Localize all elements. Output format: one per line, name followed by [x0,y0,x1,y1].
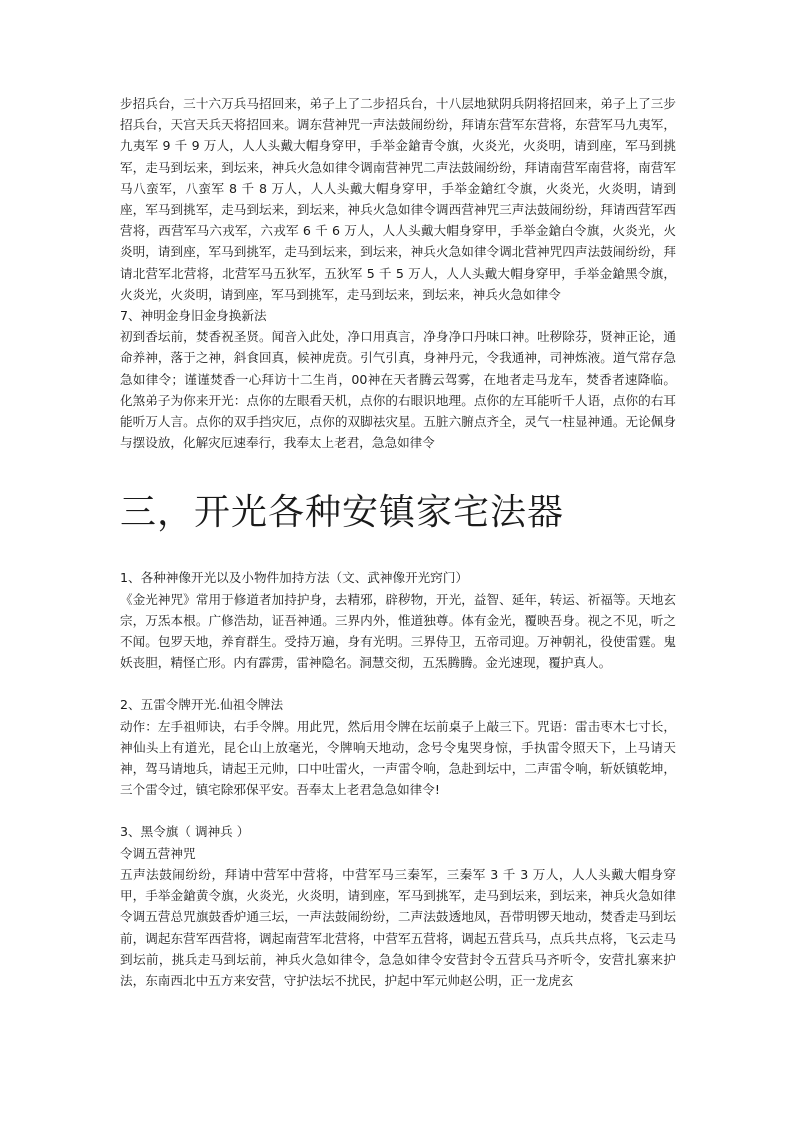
spacer [120,800,676,821]
body-paragraph: 动作：左手祖师诀，右手令牌。用此咒，然后用令牌在坛前桌子上敲三下。咒语：雷击枣木七寸长，神仙头上有道光，昆仑山上放毫光，令牌响天地动，念号令鬼哭身惊，手执雷令照天下，上马请天神，驾马请地兵，请起王元帅，口中吐雷火，一声雷令响，急赴到坛中，二声雷令响，斩妖镇乾坤，三个雷令过，镇宅除邪保平安。吾奉太上老君急急如律令! [120,718,676,798]
body-paragraph: 初到香坛前，焚香祝圣贤。闻音入此处，净口用真言，净身净口丹味口神。吐秽除芬，贤神正论，通命养神，落于之神，斜食回真，候神虎贲。引气引真，身神丹元，令我通神，司神炼液。道气常存急急如律令；谨谨焚香一心拜访十二生肖，00神在天者腾云驾雾，在地者走马龙车，焚香者速降临。化煞弟子为你来开光：点你的左眼看天机，点你的右眼识地理。点你的左耳能听千人语，点你的右耳能听万人言。点你的双手挡灾厄，点你的双脚祛灾星。五脏六腑点齐全，灵气一柱显神通。无论佩身与摆设放，化解灾厄速奉行，我奉太上老君，急急如律令 [120,329,676,451]
item-7-title: 7、神明金身旧金身换新法 [120,308,267,324]
body-paragraph: 步招兵台，三十六万兵马招回来，弟子上了二步招兵台，十八层地狱阴兵阴将招回来，弟子上了三步招兵台，天宫天兵天将招回来。调东营神咒一声法鼓闹纷纷，拜请东营军东营将，东营军马九夷军，九夷军 9 千 9 万人，人人头戴大帽身穿甲，手举金鎗青令旗，火炎光，火炎明，请到座，军马到挑军，走马到坛来，到坛来，神兵火急如律令调南营神咒二声法鼓闹纷纷，拜请南营军南营将，南营军马八蛮军，八蛮军 8 千 8 万人，人人头戴大帽身穿甲，手举金鎗红令旗，火炎光，火炎明，请到座，军马到挑军，走马到坛来，到坛来，神兵火急如律令调西营神咒三声法鼓闹纷纷，拜请西营军西营将，西营军马六戎军，六戎军 6 千 6 万人，人人头戴大帽身穿甲，手举金鎗白令旗，火炎光，火炎明，请到座，军马到挑军，走马到坛来，到坛来，神兵火急如律令调北营神咒四声法鼓闹纷纷，拜请北营军北营将，北营军马五狄军，五狄军 5 千 5 万人，人人头戴大帽身穿甲，手举金鎗黑令旗，火炎光，火炎明，请到座，军马到挑军，走马到坛来，到坛来，神兵火急如律令 [120,96,676,302]
spacer [120,673,676,694]
section-title: 三，开光各种安镇家宅法器 [120,492,565,534]
body-paragraph: 五声法鼓闹纷纷，拜请中营军中营将，中营军马三秦军，三秦军 3 千 3 万人，人人头戴大帽身穿甲，手举金鎗黄令旗，火炎光，火炎明，请到座，军马到挑军，走马到坛来，到坛来，神兵火急如律令调五营总咒旗鼓香炉通三坛，一声法鼓闹纷纷，二声法鼓透地凤，吾带明锣天地动，焚香走马到坛前，调起东营军西营将，调起南营军北营将，中营军五营将，调起五营兵马，点兵共点将，飞云走马到坛前，挑兵走马到坛前，神兵火急如律令，急急如律令安营封令五营兵马齐听令，安营扎寨来护法，东南西北中五方来安营，守护法坛不扰民，护起中军元帅赵公明，正一龙虎玄 [120,866,676,988]
item-2-title: 2、五雷令牌开光.仙祖令牌法 [120,697,284,713]
item-3-title: 3、黑令旗（ 调神兵 ） [120,824,250,840]
item-1-title: 1、各种神像开光以及小物件加持方法（文、武神像开光窍门） [120,570,469,586]
body-paragraph: 《金光神咒》常用于修道者加持护身，去精邪，辟秽物，开光，益智、延年，转运、祈福等。天地玄宗，万炁本根。广修浩劫，证吾神通。三界内外，惟道独尊。体有金光，覆映吾身。视之不见，听之不闻。包罗天地，养育群生。受持万遍，身有光明。三界侍卫，五帝司迎。万神朝礼，役使雷霆。鬼妖丧胆，精怪亡形。内有霹雳，雷神隐名。洞慧交彻，五炁腾腾。金光速现，覆护真人。 [120,591,676,671]
document-page [120,93,676,991]
item-3-subtitle: 令调五营神咒 [120,845,196,861]
